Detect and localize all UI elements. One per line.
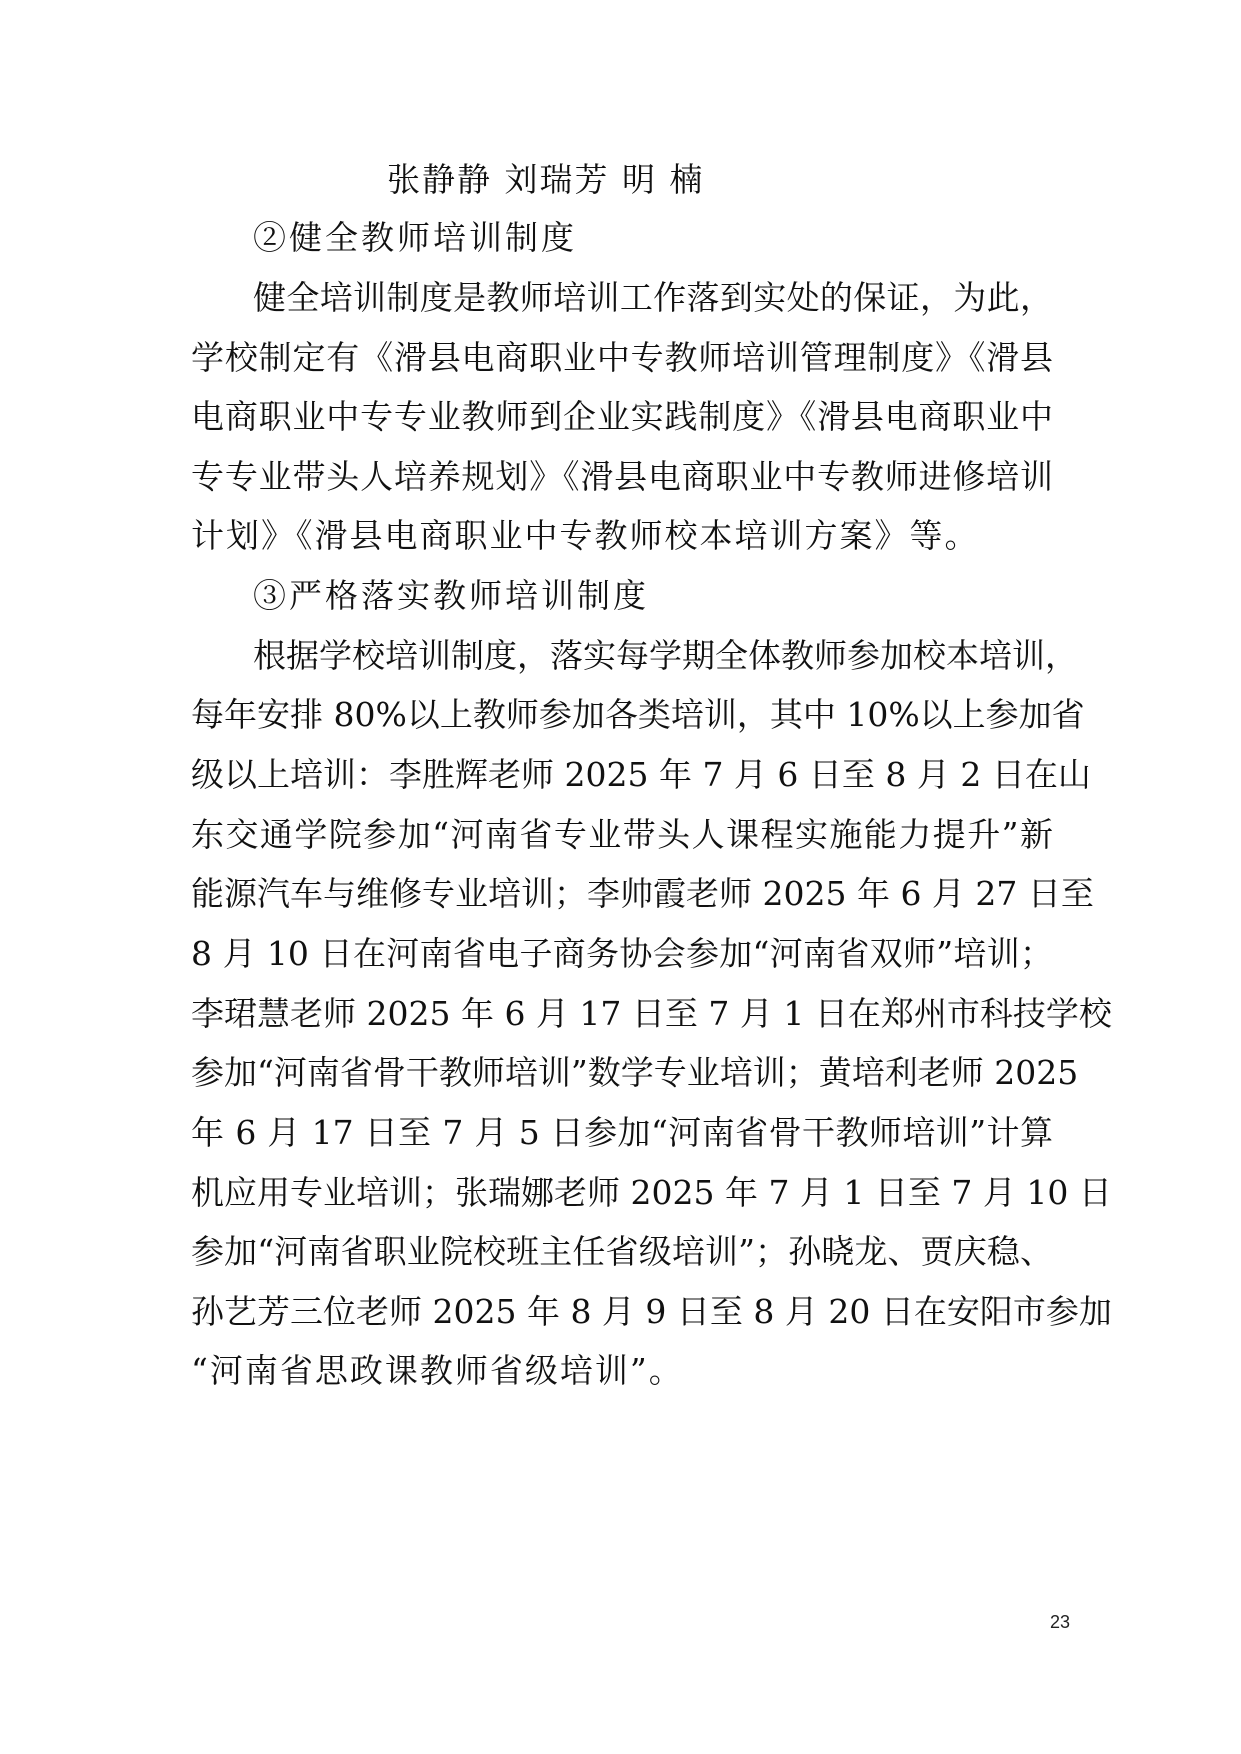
section-heading-2: ②健全教师培训制度 xyxy=(253,218,577,257)
paragraph-3-line-2: 每年安排 80%以上教师参加各类培训，其中 10%以上参加省 xyxy=(191,695,1085,734)
paragraph-3-line-13: “河南省思政课教师省级培训”。 xyxy=(191,1351,684,1390)
paragraph-3-line-8: 参加“河南省骨干教师培训”数学专业培训；黄培利老师 2025 xyxy=(191,1053,1079,1092)
paragraph-3-line-11: 参加“河南省职业院校班主任省级培训”；孙晓龙、贾庆稳、 xyxy=(191,1232,1053,1271)
section-heading-3: ③严格落实教师培训制度 xyxy=(253,576,649,615)
paragraph-3-line-7: 李珺慧老师 2025 年 6 月 17 日至 7 月 1 日在郑州市科技学校 xyxy=(191,994,1112,1033)
paragraph-3-line-1: 根据学校培训制度，落实每学期全体教师参加校本培训， xyxy=(253,636,1078,675)
paragraph-2-line-1: 健全培训制度是教师培训工作落到实处的保证，为此， xyxy=(253,278,1053,317)
paragraph-2-line-5: 计划》《滑县电商职业中专教师校本培训方案》等。 xyxy=(191,516,980,555)
paragraph-2-line-3: 电商职业中专专业教师到企业实践制度》《滑县电商职业中 xyxy=(191,397,1053,436)
paragraph-3-line-10: 机应用专业培训；张瑞娜老师 2025 年 7 月 1 日至 7 月 10 日 xyxy=(191,1173,1112,1212)
paragraph-2-line-4: 专专业带头人培养规划》《滑县电商职业中专教师进修培训 xyxy=(191,457,1053,496)
paragraph-3-line-9: 年 6 月 17 日至 7 月 5 日参加“河南省骨干教师培训”计算 xyxy=(191,1113,1053,1152)
paragraph-3-line-12: 孙艺芳三位老师 2025 年 8 月 9 日至 8 月 20 日在安阳市参加 xyxy=(191,1292,1112,1331)
page-number: 23 xyxy=(1049,1612,1070,1632)
paragraph-3-line-5: 能源汽车与维修专业培训；李帅霞老师 2025 年 6 月 27 日至 xyxy=(191,874,1094,913)
paragraph-3-line-6: 8 月 10 日在河南省电子商务协会参加“河南省双师”培训； xyxy=(191,934,1053,973)
paragraph-2-line-2: 学校制定有《滑县电商职业中专教师培训管理制度》《滑县 xyxy=(191,338,1053,377)
author-names: 张静静 刘瑞芳 明 楠 xyxy=(387,160,705,199)
paragraph-3-line-4: 东交通学院参加“河南省专业带头人课程实施能力提升”新 xyxy=(191,815,1053,854)
paragraph-3-line-3: 级以上培训：李胜辉老师 2025 年 7 月 6 日至 8 月 2 日在山 xyxy=(191,755,1091,794)
